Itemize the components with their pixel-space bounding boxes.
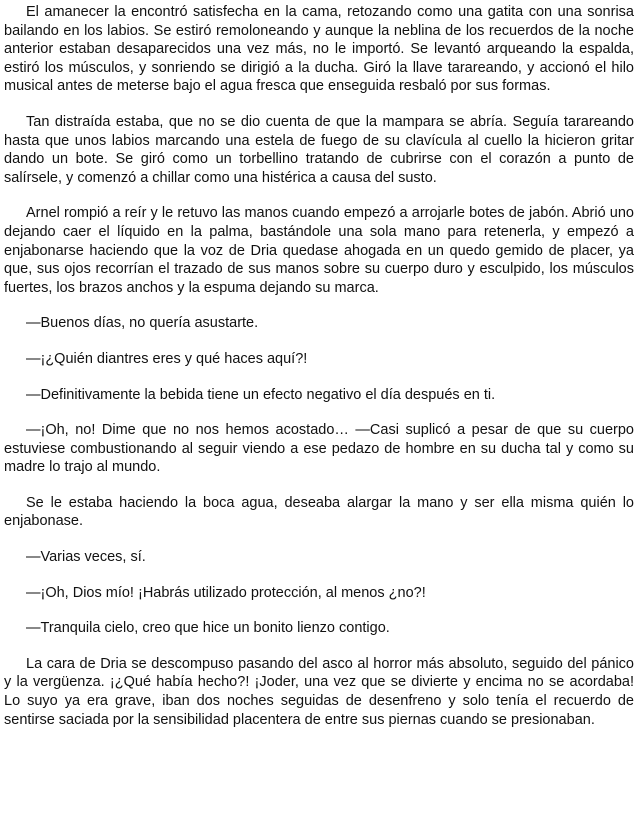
dialogue-line-7: —Tranquila cielo, creo que hice un bonito lienzo contigo.: [26, 620, 390, 637]
paragraph-3: Arnel rompió a reír y le retuvo las manos cuando empezó a arrojarle botes de jabón. Abrió uno dejando caer el líquido en la palma, bastándole una sola mano para retenerla, y empezó a enjabonarse haciendo que la voz de Dria quedase ahogada en un quedo gemido de placer, ya que, sus ojos recorrían el trazado de sus manos sobre su cuerpo duro y esculpido, los músculos fuertes, los brazos anchos y la espuma dejando su marca.: [4, 205, 634, 296]
dialogue-line-5: —Varias veces, sí.: [26, 549, 146, 566]
paragraph-4: Se le estaba haciendo la boca agua, deseaba alargar la mano y ser ella misma quién lo enjabonase.: [4, 494, 634, 530]
paragraph-1: El amanecer la encontró satisfecha en la cama, retozando como una gatita con una sonrisa bailando en los labios. Se estiró remoloneando y aunque la neblina de los recuerdos de la noche anterior estaban desaparecidos una vez más, no le importó. Se levantó arqueando la espalda, estiró los músculos, y sonriendo se dirigió a la ducha. Giró la llave tarareando, y accionó el hilo musical antes de meterse bajo el agua fresca que enseguida resbaló por sus formas.: [4, 4, 634, 95]
dialogue-line-2: —¡¿Quién diantres eres y qué haces aquí?!: [26, 350, 308, 367]
dialogue-line-3: —Definitivamente la bebida tiene un efecto negativo el día después en ti.: [26, 386, 496, 403]
dialogue-line-6: —¡Oh, Dios mío! ¡Habrás utilizado protección, al menos ¿no?!: [26, 584, 426, 601]
dialogue-line-1: —Buenos días, no quería asustarte.: [26, 315, 259, 332]
paragraph-5: La cara de Dria se descompuso pasando del asco al horror más absoluto, seguido del pánico y la vergüenza. ¡¿Qué había hecho?! ¡Joder, una vez que se divierte y encima no se acordaba! Lo suyo ya era grave, iban dos noches seguidas de desenfreno y solo tenía el recuerdo de sentirse saciada por la sensibilidad placentera de entre sus piernas cuando se presionaban.: [4, 655, 634, 728]
dialogue-line-4: —¡Oh, no! Dime que no nos hemos acostado… —Casi suplicó a pesar de que su cuerpo estuviese combustionando al seguir viendo a ese pedazo de hombre en su ducha tal y como su madre lo trajo al mundo.: [4, 422, 634, 476]
paragraph-2: Tan distraída estaba, que no se dio cuenta de que la mampara se abría. Seguía tarareando hasta que unos labios marcando una estela de fuego de su clavícula al cuello la hicieron gritar dando un bote. Se giró como un torbellino tratando de cubrirse con el corazón a punto de salírsele, y comenzó a chillar como una histérica a causa del susto.: [4, 113, 634, 186]
